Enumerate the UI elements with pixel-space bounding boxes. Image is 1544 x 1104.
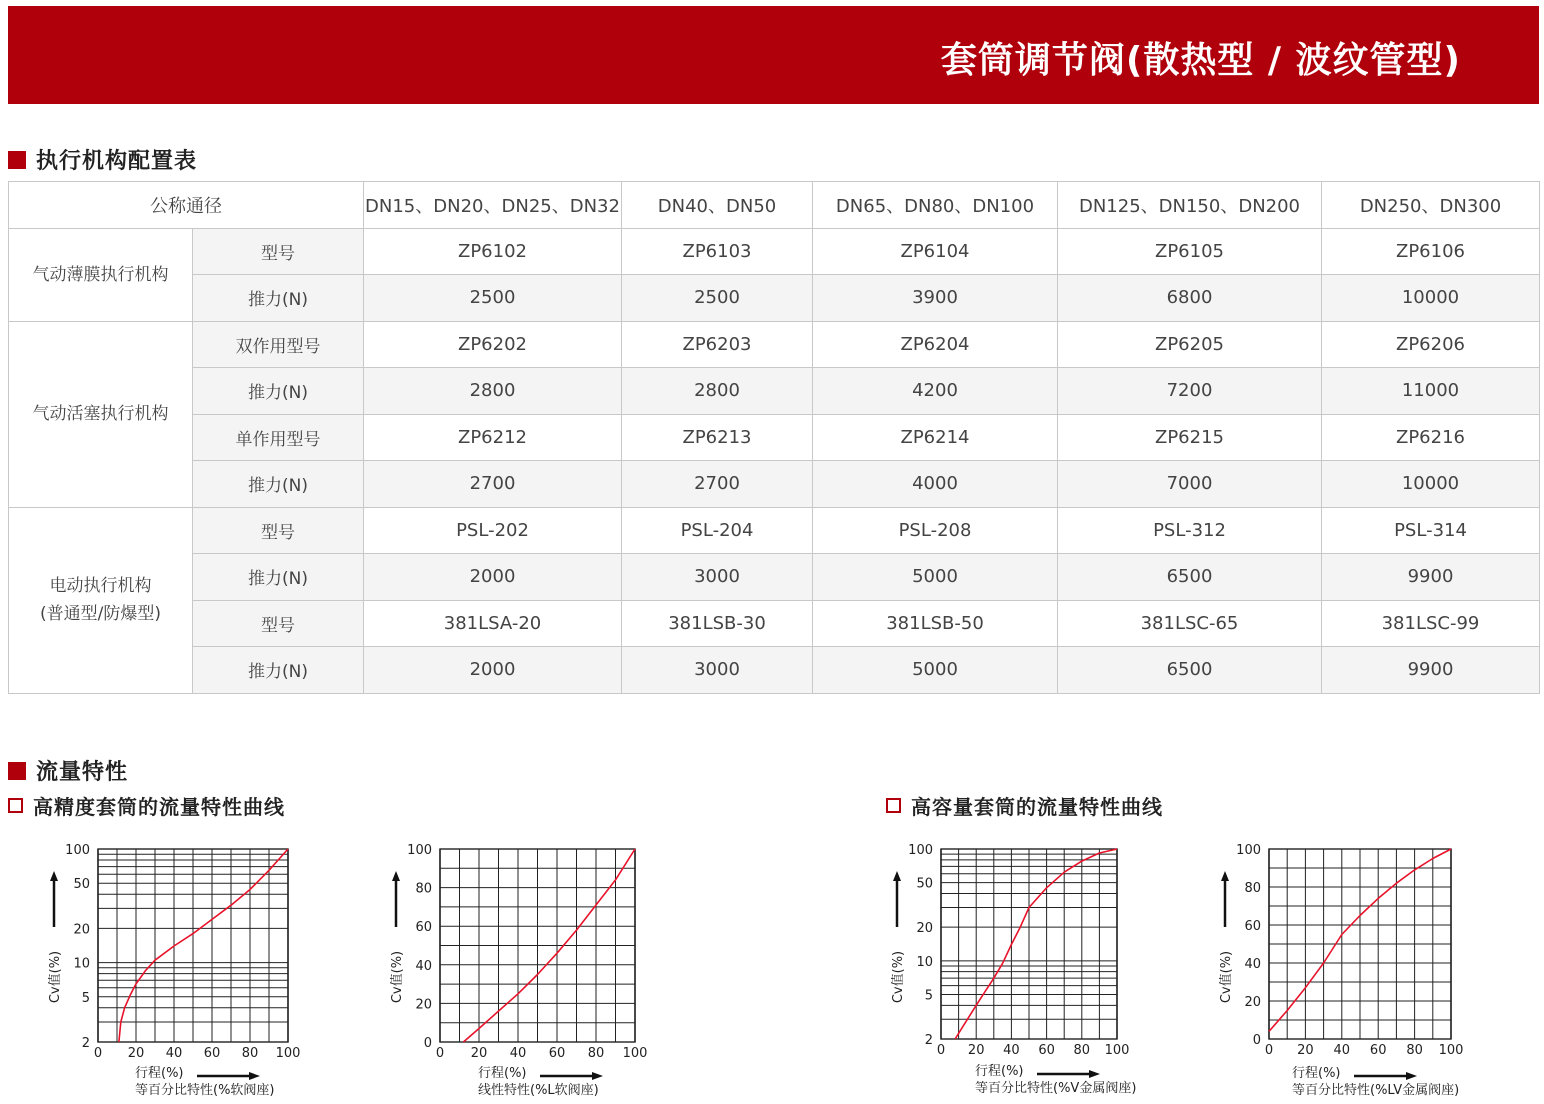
- y-axis-arrow-icon: [1221, 871, 1229, 881]
- table-cell: 381LSB-30: [622, 600, 813, 647]
- y-tick-label: 60: [1244, 919, 1261, 934]
- table-cell: 6500: [1058, 554, 1322, 601]
- y-tick-label: 100: [1236, 843, 1261, 858]
- row-label: 推力(N): [193, 275, 364, 322]
- x-tick-label: 40: [1333, 1043, 1351, 1058]
- y-tick-label: 0: [1252, 1033, 1261, 1048]
- x-tick-label: 20: [470, 1046, 488, 1061]
- y-tick-label: 5: [81, 990, 90, 1006]
- table-cell: 2700: [364, 461, 622, 508]
- table-cell: ZP6215: [1058, 414, 1322, 461]
- header-dn-column: DN15、DN20、DN25、DN32: [364, 182, 622, 229]
- x-axis-label: 行程(%): [135, 1066, 184, 1081]
- table-cell: 4200: [813, 368, 1058, 415]
- table-cell: 2000: [364, 647, 622, 694]
- table-cell: 2000: [364, 554, 622, 601]
- table-cell: ZP6203: [622, 321, 813, 368]
- y-tick-label: 60: [415, 920, 432, 936]
- table-cell: 381LSC-65: [1058, 600, 1322, 647]
- table-cell: 6500: [1058, 647, 1322, 694]
- y-tick-label: 50: [916, 876, 933, 892]
- table-cell: 7200: [1058, 368, 1322, 415]
- table-cell: 3900: [813, 275, 1058, 322]
- table-cell: ZP6205: [1058, 321, 1322, 368]
- table-cell: 11000: [1322, 368, 1540, 415]
- x-tick-label: 40: [1003, 1043, 1020, 1058]
- table-cell: 7000: [1058, 461, 1322, 508]
- section-title: 执行机构配置表: [36, 149, 198, 174]
- row-label: 型号: [193, 600, 364, 647]
- table-cell: 9900: [1322, 554, 1540, 601]
- x-axis-label: 行程(%): [478, 1066, 527, 1081]
- table-cell: ZP6106: [1322, 228, 1540, 275]
- table-cell: 4000: [813, 461, 1058, 508]
- table-cell: ZP6102: [364, 228, 622, 275]
- table-cell: ZP6103: [622, 228, 813, 275]
- y-tick-label: 20: [916, 921, 933, 937]
- x-axis-label: 行程(%): [975, 1064, 1024, 1079]
- header-dn-column: DN125、DN150、DN200: [1058, 182, 1322, 229]
- y-axis-label: Cv值(%): [1219, 950, 1234, 1004]
- table-cell: PSL-314: [1322, 507, 1540, 554]
- table-cell: 5000: [813, 647, 1058, 694]
- y-tick-label: 100: [407, 843, 432, 858]
- row-label: 推力(N): [193, 461, 364, 508]
- y-axis-label: Cv值(%): [390, 950, 405, 1004]
- y-tick-label: 20: [73, 922, 90, 938]
- x-tick-label: 20: [1297, 1043, 1314, 1058]
- chart-caption: 等百分比特性(%LV金属阀座): [1292, 1083, 1460, 1098]
- table-cell: 10000: [1322, 275, 1540, 322]
- y-tick-label: 40: [1244, 957, 1261, 972]
- y-tick-label: 10: [916, 954, 933, 970]
- page-title: 套筒调节阀(散热型 / 波纹管型): [940, 40, 1461, 81]
- y-tick-label: 0: [423, 1036, 432, 1051]
- table-cell: PSL-208: [813, 507, 1058, 554]
- x-tick-label: 60: [203, 1046, 221, 1061]
- table-cell: ZP6206: [1322, 321, 1540, 368]
- header-nominal-diameter: 公称通径: [9, 182, 364, 229]
- table-cell: 5000: [813, 554, 1058, 601]
- x-tick-label: 20: [967, 1043, 985, 1058]
- chart-caption: 线性特性(%L软阀座): [478, 1083, 599, 1098]
- x-tick-label: 60: [1038, 1043, 1055, 1058]
- group-name-text: 气动活塞执行机构: [32, 404, 169, 424]
- row-label: 推力(N): [193, 368, 364, 415]
- x-tick-label: 0: [93, 1046, 103, 1061]
- table-cell: PSL-204: [622, 507, 813, 554]
- table-cell: ZP6213: [622, 414, 813, 461]
- x-tick-label: 60: [1369, 1043, 1387, 1058]
- y-tick-label: 80: [1244, 881, 1261, 896]
- row-label: 型号: [193, 228, 364, 275]
- x-tick-label: 100: [275, 1046, 301, 1061]
- x-tick-label: 100: [1104, 1043, 1130, 1058]
- table-cell: ZP6202: [364, 321, 622, 368]
- y-tick-label: 100: [65, 843, 90, 858]
- table-cell: 381LSA-20: [364, 600, 622, 647]
- x-tick-label: 40: [509, 1046, 527, 1061]
- x-tick-label: 60: [548, 1046, 566, 1061]
- table-cell: 2500: [622, 275, 813, 322]
- y-tick-label: 2: [81, 1036, 90, 1051]
- chart-caption: 等百分比特性(%软阀座): [135, 1083, 275, 1098]
- row-label: 推力(N): [193, 554, 364, 601]
- subheading-title: 高容量套筒的流量特性曲线: [911, 795, 1163, 819]
- x-tick-label: 0: [435, 1046, 445, 1061]
- y-tick-label: 5: [924, 988, 933, 1004]
- section-title: 流量特性: [36, 760, 129, 785]
- x-tick-label: 80: [1073, 1043, 1091, 1058]
- x-tick-label: 80: [587, 1046, 605, 1061]
- table-cell: 2500: [364, 275, 622, 322]
- x-tick-label: 80: [241, 1046, 259, 1061]
- table-cell: 2800: [364, 368, 622, 415]
- y-axis-label: Cv值(%): [891, 950, 906, 1004]
- subheading-title: 高精度套筒的流量特性曲线: [33, 795, 285, 819]
- x-tick-label: 0: [936, 1043, 946, 1058]
- group-name-text: 气动薄膜执行机构: [32, 264, 169, 285]
- row-label: 型号: [193, 507, 364, 554]
- table-cell: 3000: [622, 554, 813, 601]
- row-label: 单作用型号: [193, 414, 364, 461]
- y-tick-label: 20: [415, 997, 432, 1013]
- table-cell: 9900: [1322, 647, 1540, 694]
- table-cell: 6800: [1058, 275, 1322, 322]
- table-cell: 2700: [622, 461, 813, 508]
- header-dn-column: DN40、DN50: [622, 182, 813, 229]
- y-tick-label: 40: [415, 958, 432, 974]
- table-cell: PSL-312: [1058, 507, 1322, 554]
- table-cell: ZP6204: [813, 321, 1058, 368]
- chart-caption: 等百分比特性(%V金属阀座): [975, 1081, 1137, 1096]
- x-axis-label: 行程(%): [1292, 1066, 1341, 1081]
- y-tick-label: 20: [1244, 995, 1261, 1010]
- table-cell: ZP6216: [1322, 414, 1540, 461]
- header-dn-column: DN250、DN300: [1322, 182, 1540, 229]
- table-cell: ZP6105: [1058, 228, 1322, 275]
- row-label: 推力(N): [193, 647, 364, 694]
- x-tick-label: 100: [622, 1046, 648, 1061]
- group-name-text: 电动执行机构: [49, 576, 152, 596]
- table-cell: 10000: [1322, 461, 1540, 508]
- table-cell: 381LSB-50: [813, 600, 1058, 647]
- table-cell: ZP6214: [813, 414, 1058, 461]
- group-name-subtext: (普通型/防爆型): [40, 604, 161, 624]
- x-tick-label: 100: [1438, 1043, 1464, 1058]
- table-cell: PSL-202: [364, 507, 622, 554]
- x-tick-label: 20: [127, 1046, 145, 1061]
- table-cell: 381LSC-99: [1322, 600, 1540, 647]
- y-tick-label: 100: [908, 843, 933, 858]
- x-tick-label: 40: [165, 1046, 183, 1061]
- table-cell: ZP6104: [813, 228, 1058, 275]
- table-cell: 3000: [622, 647, 813, 694]
- table-cell: 2800: [622, 368, 813, 415]
- row-label: 双作用型号: [193, 321, 364, 368]
- y-tick-label: 50: [73, 877, 90, 893]
- header-dn-column: DN65、DN80、DN100: [813, 182, 1058, 229]
- table-cell: ZP6212: [364, 414, 622, 461]
- y-tick-label: 80: [415, 881, 432, 897]
- x-tick-label: 80: [1406, 1043, 1423, 1058]
- x-tick-label: 0: [1264, 1043, 1274, 1058]
- y-tick-label: 10: [73, 956, 90, 972]
- y-axis-label: Cv值(%): [48, 950, 63, 1004]
- y-tick-label: 2: [924, 1033, 933, 1048]
